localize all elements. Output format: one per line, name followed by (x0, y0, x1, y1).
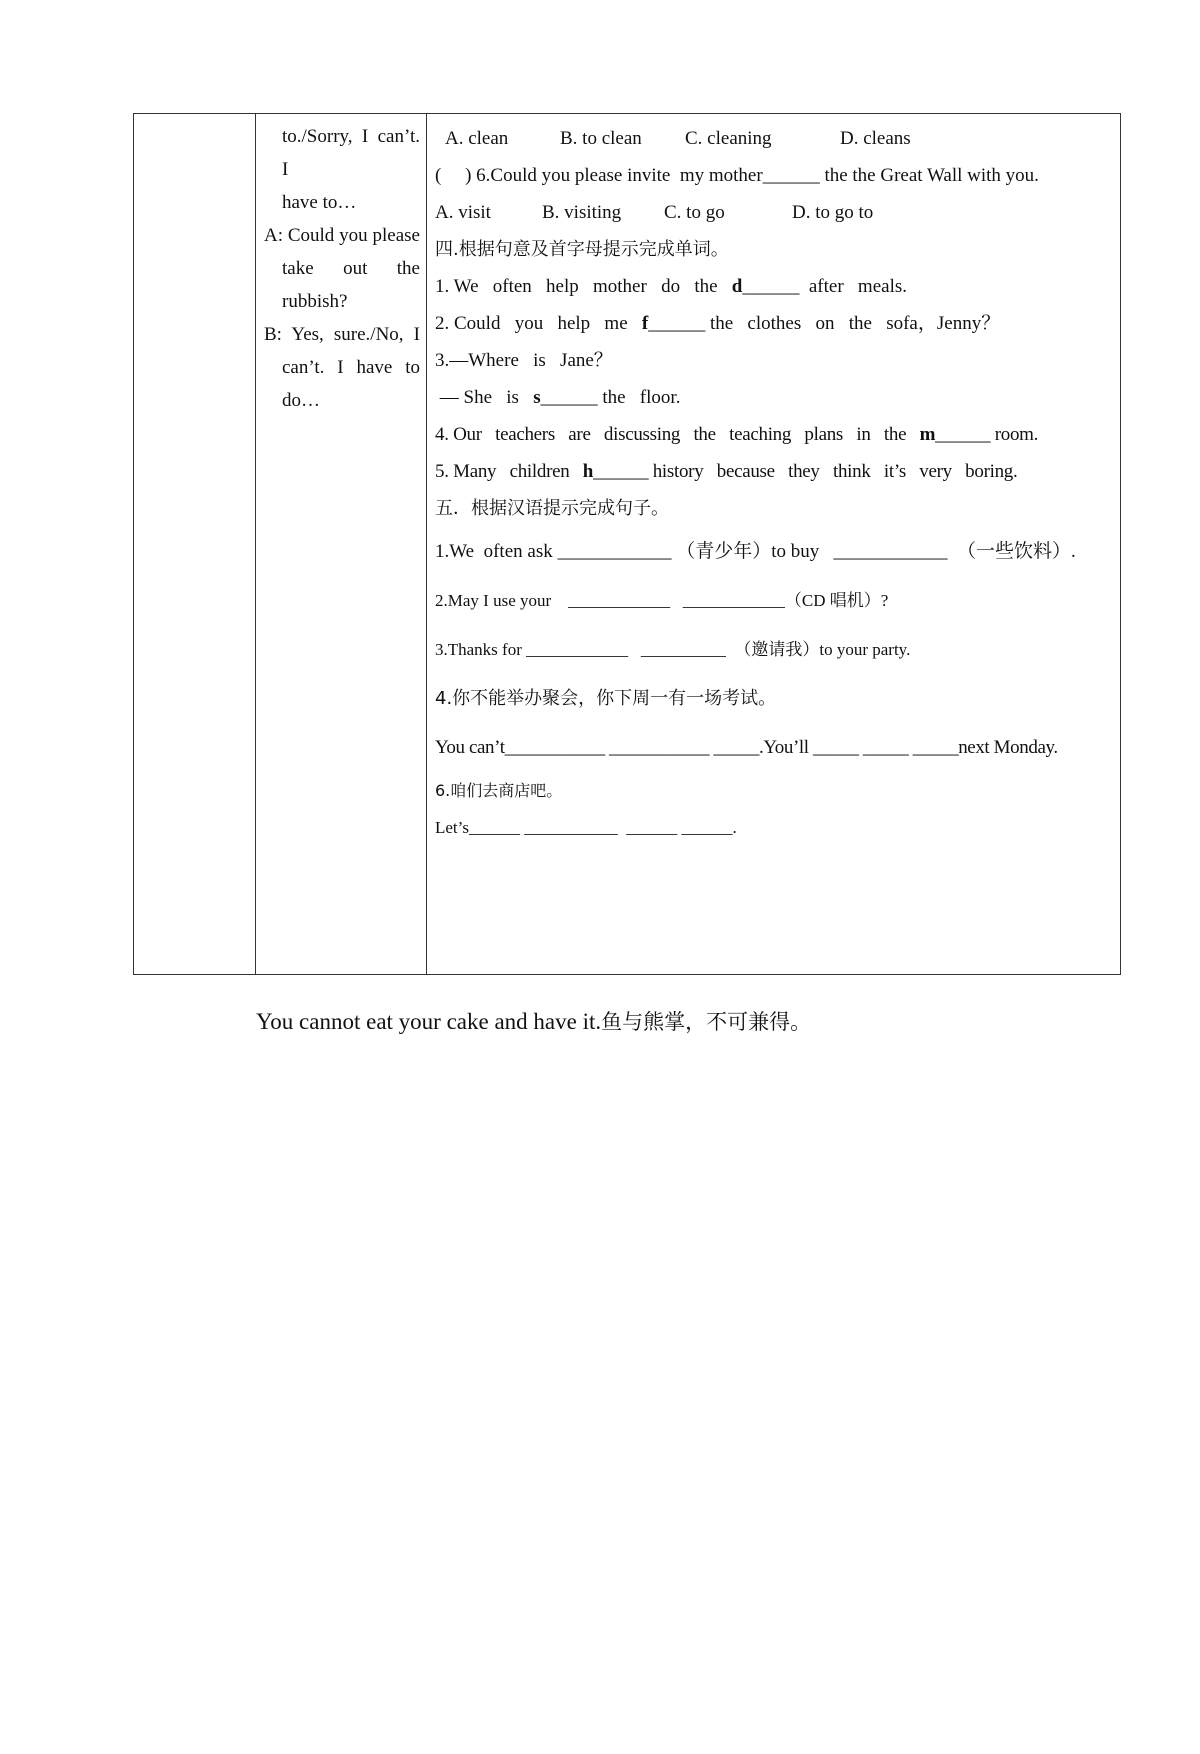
s4-text: 4. Our teachers are discussing the teaching plans in the (435, 424, 920, 445)
initial-letter: f (641, 313, 649, 334)
proverb-chinese: 鱼与熊掌，不可兼得。 (601, 1010, 812, 1034)
initial-letter: d (731, 276, 743, 297)
option-b: B. to clean (560, 128, 642, 149)
s4-item-3: 3.—Where is Jane？ (435, 350, 613, 371)
s4-text: ______ after meals. (742, 276, 907, 297)
s5-item-6: 6.咱们去商店吧。 (435, 781, 563, 800)
s4-text: ______ the floor. (540, 387, 681, 408)
s4-item-3b (435, 379, 1110, 416)
dialogue-line: to./Sorry, I can’t. I (282, 126, 420, 180)
dialogue-answer: B: Yes, sure./No, I can’t. I have to do… (264, 324, 420, 411)
proverb-english: You cannot eat your cake and have it. (256, 1009, 602, 1034)
initial-letter: s (533, 387, 541, 408)
s4-text: 5. Many children (435, 461, 583, 482)
q6-options (435, 194, 1110, 231)
s4-text: — She is (435, 387, 534, 408)
option-a: A. clean (445, 128, 509, 149)
s4-item-1 (435, 268, 1110, 305)
s4-text: ______ the clothes on the sofa，Jenny？ (648, 313, 1001, 334)
question-6: ( ) 6.Could you please invite my mother______ the the Great Wall with you. (435, 165, 1039, 186)
s5-item-4: 4.你不能举办聚会，你下周一有一场考试。 (435, 688, 777, 709)
s4-item-4 (435, 416, 1110, 453)
s5-item-3: 3.Thanks for ____________ __________ （邀请我）to your party. (435, 640, 911, 659)
option-a: A. visit (435, 202, 491, 223)
s4-item-2 (435, 305, 1110, 342)
proverb-footer (256, 1006, 811, 1036)
s5-item-2: 2.May I use your ____________ ____________（CD 唱机）? (435, 591, 889, 610)
option-b: B. visiting (542, 202, 622, 223)
s4-text: ______ history because they think it’s very boring. (593, 461, 1018, 482)
blank-column (134, 114, 256, 975)
option-d: D. cleans (840, 128, 911, 149)
option-d: D. to go to (792, 202, 874, 223)
option-c: C. cleaning (685, 128, 772, 149)
initial-letter: m (919, 424, 936, 445)
q5-options (435, 120, 1110, 157)
exercise-column (427, 114, 1121, 975)
dialogue-column (256, 114, 427, 975)
section-4-title: 四.根据句意及首字母提示完成单词。 (435, 239, 729, 260)
dialogue-line: have to… (282, 192, 357, 213)
s5-item-6b: Let’s______ ___________ ______ ______. (435, 818, 737, 837)
section-5-title: 五．根据汉语提示完成句子。 (435, 498, 669, 519)
s4-item-5 (435, 453, 1110, 490)
dialogue-question: A: Could you please take out the rubbish? (264, 225, 420, 312)
s4-text: 1. We often help mother do the (435, 276, 732, 297)
initial-letter: h (582, 461, 594, 482)
worksheet-table (133, 113, 1121, 975)
s4-text: 2. Could you help me (435, 313, 642, 334)
option-c: C. to go (664, 202, 725, 223)
s5-item-4b: You can’t___________ ___________ _____.You’ll _____ _____ _____next Monday. (435, 737, 1058, 758)
s4-text: ______ room. (935, 424, 1039, 445)
s5-item-1: 1.We often ask ____________ （青少年）to buy ____________ （一些饮料）. (435, 541, 1076, 562)
